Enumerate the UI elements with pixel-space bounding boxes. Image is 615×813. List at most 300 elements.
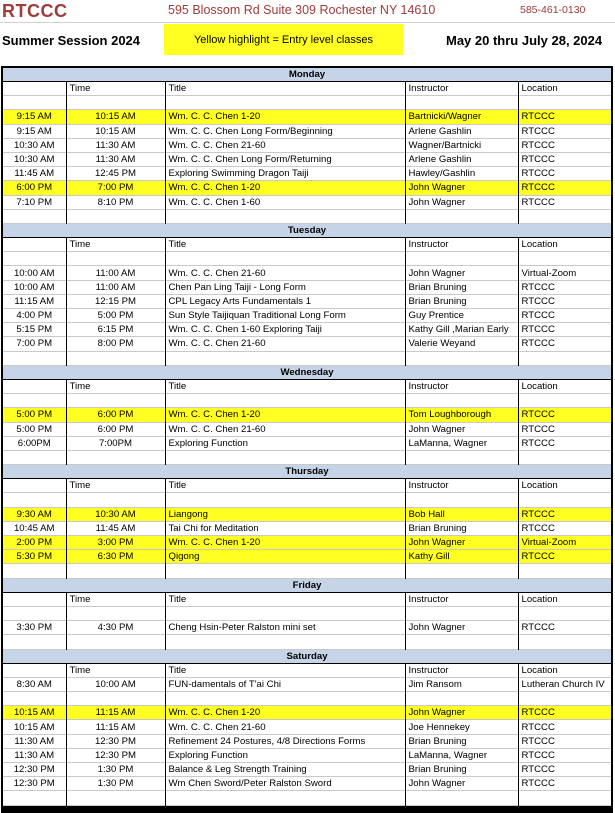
class-row bbox=[2, 152, 612, 166]
class-location: RTCCC bbox=[518, 323, 612, 337]
class-end-time: 11:00 AM bbox=[66, 266, 165, 280]
class-location: RTCCC bbox=[518, 720, 612, 734]
class-row bbox=[2, 720, 612, 734]
class-instructor: Brian Bruning bbox=[405, 294, 518, 308]
blank-cell bbox=[66, 394, 165, 408]
blank-cell bbox=[2, 791, 66, 805]
schedule-body bbox=[2, 67, 612, 813]
class-location: Virtual-Zoom bbox=[518, 266, 612, 280]
blank-cell bbox=[518, 96, 612, 110]
blank-cell bbox=[405, 635, 518, 649]
class-end-time: 12:30 PM bbox=[66, 734, 165, 748]
blank-cell bbox=[518, 791, 612, 805]
class-row bbox=[2, 706, 612, 720]
blank-cell bbox=[405, 564, 518, 578]
column-header-blank bbox=[2, 663, 66, 677]
class-instructor: Arlene Gashlin bbox=[405, 124, 518, 138]
class-end-time: 6:00 PM bbox=[66, 422, 165, 436]
class-start-time: 5:15 PM bbox=[2, 323, 66, 337]
blank-cell bbox=[518, 394, 612, 408]
column-header-blank bbox=[2, 238, 66, 252]
blank-cell bbox=[2, 564, 66, 578]
column-header-title: Title bbox=[165, 663, 405, 677]
class-title: Wm. C. C. Chen 1-20 bbox=[165, 408, 405, 422]
class-instructor: LaManna, Wagner bbox=[405, 748, 518, 762]
class-instructor: Brian Bruning bbox=[405, 763, 518, 777]
class-title: Wm. C. C. Chen 21-60 bbox=[165, 720, 405, 734]
class-title: Wm. C. C. Chen 1-20 bbox=[165, 110, 405, 124]
class-location: RTCCC bbox=[518, 706, 612, 720]
class-title: Wm. C. C. Chen 1-60 bbox=[165, 195, 405, 209]
blank-cell bbox=[405, 209, 518, 223]
class-instructor: Kathy Gill ,Marian Early bbox=[405, 323, 518, 337]
blank-cell bbox=[405, 791, 518, 805]
blank-cell bbox=[66, 564, 165, 578]
class-end-time: 10:30 AM bbox=[66, 507, 165, 521]
class-start-time: 12:30 PM bbox=[2, 763, 66, 777]
class-start-time: 2:00 PM bbox=[2, 536, 66, 550]
class-title: Tai Chi for Meditation bbox=[165, 521, 405, 535]
class-title: Wm. C. C. Chen 1-20 bbox=[165, 181, 405, 195]
class-title: Refinement 24 Postures, 4/8 Directions Forms bbox=[165, 734, 405, 748]
class-instructor: John Wagner bbox=[405, 621, 518, 635]
blank-cell bbox=[2, 252, 66, 266]
class-end-time: 10:00 AM bbox=[66, 677, 165, 691]
column-header-blank bbox=[2, 379, 66, 393]
class-location: Virtual-Zoom bbox=[518, 536, 612, 550]
column-header-instructor: Instructor bbox=[405, 592, 518, 606]
class-start-time: 11:30 AM bbox=[2, 734, 66, 748]
class-end-time: 11:15 AM bbox=[66, 706, 165, 720]
class-start-time: 3:30 PM bbox=[2, 621, 66, 635]
class-instructor: Joe Hennekey bbox=[405, 720, 518, 734]
blank-cell bbox=[66, 791, 165, 805]
day-name: Thursday bbox=[2, 465, 612, 479]
class-end-time: 10:15 AM bbox=[66, 110, 165, 124]
blank-cell bbox=[165, 209, 405, 223]
blank-cell bbox=[165, 351, 405, 365]
day-header-wednesday bbox=[2, 365, 612, 379]
class-title: Qigong bbox=[165, 550, 405, 564]
blank-cell bbox=[165, 96, 405, 110]
class-title: Wm. C. C. Chen 21-60 bbox=[165, 337, 405, 351]
blank-cell bbox=[66, 96, 165, 110]
column-header-time: Time bbox=[66, 592, 165, 606]
class-start-time: 4:00 PM bbox=[2, 309, 66, 323]
class-start-time: 6:00 PM bbox=[2, 181, 66, 195]
class-instructor: Hawley/Gashlin bbox=[405, 167, 518, 181]
blank-cell bbox=[66, 493, 165, 507]
org-address: 595 Blossom Rd Suite 309 Rochester NY 14610 bbox=[168, 3, 436, 17]
column-header-location: Location bbox=[518, 379, 612, 393]
class-title: Sun Style Taijiquan Traditional Long Form bbox=[165, 309, 405, 323]
class-instructor: Arlene Gashlin bbox=[405, 152, 518, 166]
day-header-saturday bbox=[2, 649, 612, 663]
class-row bbox=[2, 777, 612, 791]
class-row bbox=[2, 507, 612, 521]
class-instructor: Valerie Weyand bbox=[405, 337, 518, 351]
blank-cell bbox=[518, 351, 612, 365]
class-row bbox=[2, 748, 612, 762]
class-location: RTCCC bbox=[518, 138, 612, 152]
blank-row bbox=[2, 791, 612, 805]
class-location: RTCCC bbox=[518, 181, 612, 195]
class-instructor: Guy Prentice bbox=[405, 309, 518, 323]
class-location: RTCCC bbox=[518, 422, 612, 436]
class-location: RTCCC bbox=[518, 734, 612, 748]
column-header-row bbox=[2, 238, 612, 252]
class-location: RTCCC bbox=[518, 167, 612, 181]
column-header-row bbox=[2, 663, 612, 677]
class-row bbox=[2, 536, 612, 550]
class-location: RTCCC bbox=[518, 621, 612, 635]
blank-cell bbox=[518, 450, 612, 464]
class-location: RTCCC bbox=[518, 337, 612, 351]
blank-cell bbox=[66, 635, 165, 649]
blank-cell bbox=[66, 351, 165, 365]
blank-row bbox=[2, 493, 612, 507]
class-start-time: 11:30 AM bbox=[2, 748, 66, 762]
class-start-time: 10:15 AM bbox=[2, 706, 66, 720]
class-start-time: 10:30 AM bbox=[2, 138, 66, 152]
class-start-time: 7:10 PM bbox=[2, 195, 66, 209]
class-title: Liangong bbox=[165, 507, 405, 521]
class-row bbox=[2, 195, 612, 209]
column-header-time: Time bbox=[66, 479, 165, 493]
class-instructor: John Wagner bbox=[405, 422, 518, 436]
day-header-tuesday bbox=[2, 223, 612, 237]
blank-cell bbox=[2, 209, 66, 223]
class-end-time: 11:30 AM bbox=[66, 138, 165, 152]
page-header bbox=[0, 0, 615, 58]
class-instructor: John Wagner bbox=[405, 777, 518, 791]
highlight-legend: Yellow highlight = Entry level classes bbox=[164, 24, 403, 55]
blank-cell bbox=[405, 351, 518, 365]
class-title: Wm. C. C. Chen Long Form/Returning bbox=[165, 152, 405, 166]
blank-cell bbox=[2, 606, 66, 620]
class-end-time: 3:00 PM bbox=[66, 536, 165, 550]
blank-cell bbox=[2, 635, 66, 649]
class-row bbox=[2, 138, 612, 152]
class-title: Chen Pan Ling Taiji - Long Form bbox=[165, 280, 405, 294]
schedule-table bbox=[1, 66, 613, 813]
class-start-time: 12:30 PM bbox=[2, 777, 66, 791]
class-end-time: 11:45 AM bbox=[66, 521, 165, 535]
blank-cell bbox=[2, 351, 66, 365]
blank-row bbox=[2, 209, 612, 223]
blank-row bbox=[2, 252, 612, 266]
class-instructor: LaManna, Wagner bbox=[405, 436, 518, 450]
class-location: RTCCC bbox=[518, 280, 612, 294]
day-name: Wednesday bbox=[2, 365, 612, 379]
class-start-time: 10:15 AM bbox=[2, 720, 66, 734]
day-header-monday bbox=[2, 67, 612, 82]
class-start-time: 10:45 AM bbox=[2, 521, 66, 535]
class-title: CPL Legacy Arts Fundamentals 1 bbox=[165, 294, 405, 308]
class-location: RTCCC bbox=[518, 195, 612, 209]
blank-cell bbox=[518, 635, 612, 649]
org-phone: 585-461-0130 bbox=[520, 4, 586, 16]
day-name: Friday bbox=[2, 578, 612, 592]
class-instructor: Jim Ransom bbox=[405, 677, 518, 691]
blank-row bbox=[2, 450, 612, 464]
class-start-time: 9:15 AM bbox=[2, 110, 66, 124]
class-row bbox=[2, 436, 612, 450]
class-title: Balance & Leg Strength Training bbox=[165, 763, 405, 777]
column-header-location: Location bbox=[518, 479, 612, 493]
class-row bbox=[2, 124, 612, 138]
column-header-instructor: Instructor bbox=[405, 238, 518, 252]
day-name: Saturday bbox=[2, 649, 612, 663]
session-title: Summer Session 2024 bbox=[2, 33, 141, 48]
class-location: RTCCC bbox=[518, 748, 612, 762]
column-header-location: Location bbox=[518, 238, 612, 252]
class-row bbox=[2, 181, 612, 195]
class-start-time: 8:30 AM bbox=[2, 677, 66, 691]
class-row bbox=[2, 734, 612, 748]
day-name: Monday bbox=[2, 67, 612, 82]
class-row bbox=[2, 550, 612, 564]
class-start-time: 10:30 AM bbox=[2, 152, 66, 166]
class-location: Lutheran Church IV bbox=[518, 677, 612, 691]
class-start-time bbox=[2, 692, 66, 706]
blank-cell bbox=[165, 450, 405, 464]
class-end-time: 8:00 PM bbox=[66, 337, 165, 351]
column-header-location: Location bbox=[518, 592, 612, 606]
class-start-time: 5:00 PM bbox=[2, 422, 66, 436]
blank-cell bbox=[2, 450, 66, 464]
column-header-title: Title bbox=[165, 238, 405, 252]
blank-cell bbox=[165, 493, 405, 507]
class-end-time: 6:30 PM bbox=[66, 550, 165, 564]
blank-cell bbox=[66, 209, 165, 223]
class-location: RTCCC bbox=[518, 521, 612, 535]
blank-cell bbox=[66, 252, 165, 266]
class-title: Wm. C. C. Chen 1-60 Exploring Taiji bbox=[165, 323, 405, 337]
column-header-title: Title bbox=[165, 379, 405, 393]
column-header-time: Time bbox=[66, 379, 165, 393]
class-end-time: 7:00 PM bbox=[66, 181, 165, 195]
blank-cell bbox=[518, 606, 612, 620]
class-instructor: Brian Bruning bbox=[405, 734, 518, 748]
blank-cell bbox=[518, 564, 612, 578]
header-gridline bbox=[0, 22, 615, 23]
class-row bbox=[2, 110, 612, 124]
blank-cell bbox=[165, 394, 405, 408]
end-bar-cell bbox=[2, 805, 612, 813]
class-start-time: 5:30 PM bbox=[2, 550, 66, 564]
class-instructor: John Wagner bbox=[405, 266, 518, 280]
class-title: Wm. C. C. Chen 21-60 bbox=[165, 266, 405, 280]
class-location: RTCCC bbox=[518, 408, 612, 422]
column-header-blank bbox=[2, 479, 66, 493]
column-header-title: Title bbox=[165, 82, 405, 96]
class-title: Wm Chen Sword/Peter Ralston Sword bbox=[165, 777, 405, 791]
class-start-time: 9:30 AM bbox=[2, 507, 66, 521]
class-row bbox=[2, 408, 612, 422]
blank-cell bbox=[2, 394, 66, 408]
class-end-time bbox=[66, 692, 165, 706]
class-location: RTCCC bbox=[518, 294, 612, 308]
class-end-time: 8:10 PM bbox=[66, 195, 165, 209]
class-instructor: Wagner/Bartnicki bbox=[405, 138, 518, 152]
class-title: Wm. C. C. Chen 1-20 bbox=[165, 706, 405, 720]
column-header-location: Location bbox=[518, 663, 612, 677]
class-title: FUN-damentals of T'ai Chi bbox=[165, 677, 405, 691]
class-location: RTCCC bbox=[518, 507, 612, 521]
class-title: Wm. C. C. Chen 21-60 bbox=[165, 422, 405, 436]
class-instructor: Kathy Gill bbox=[405, 550, 518, 564]
column-header-blank bbox=[2, 82, 66, 96]
class-location: RTCCC bbox=[518, 763, 612, 777]
blank-cell bbox=[66, 450, 165, 464]
blank-cell bbox=[405, 252, 518, 266]
blank-cell bbox=[405, 606, 518, 620]
class-instructor: John Wagner bbox=[405, 181, 518, 195]
class-row bbox=[2, 309, 612, 323]
blank-cell bbox=[2, 493, 66, 507]
class-row bbox=[2, 167, 612, 181]
org-name: RTCCC bbox=[2, 1, 68, 21]
class-location: RTCCC bbox=[518, 436, 612, 450]
column-header-time: Time bbox=[66, 238, 165, 252]
class-location: RTCCC bbox=[518, 777, 612, 791]
class-end-time: 12:30 PM bbox=[66, 748, 165, 762]
blank-cell bbox=[405, 96, 518, 110]
class-title bbox=[165, 692, 405, 706]
class-end-time: 12:15 PM bbox=[66, 294, 165, 308]
class-end-time: 6:15 PM bbox=[66, 323, 165, 337]
class-title: Cheng Hsin-Peter Ralston mini set bbox=[165, 621, 405, 635]
class-instructor: Bob Hall bbox=[405, 507, 518, 521]
class-end-time: 7:00PM bbox=[66, 436, 165, 450]
class-title: Wm. C. C. Chen 1-20 bbox=[165, 536, 405, 550]
class-row bbox=[2, 266, 612, 280]
blank-row bbox=[2, 351, 612, 365]
class-row bbox=[2, 677, 612, 691]
blank-row bbox=[2, 394, 612, 408]
class-location bbox=[518, 692, 612, 706]
class-location: RTCCC bbox=[518, 309, 612, 323]
class-instructor: John Wagner bbox=[405, 195, 518, 209]
column-header-row bbox=[2, 479, 612, 493]
class-location: RTCCC bbox=[518, 110, 612, 124]
column-header-title: Title bbox=[165, 592, 405, 606]
class-instructor: John Wagner bbox=[405, 536, 518, 550]
class-start-time: 5:00 PM bbox=[2, 408, 66, 422]
class-end-time: 1:30 PM bbox=[66, 777, 165, 791]
blank-cell bbox=[518, 209, 612, 223]
class-end-time: 6:00 PM bbox=[66, 408, 165, 422]
column-header-instructor: Instructor bbox=[405, 82, 518, 96]
column-header-time: Time bbox=[66, 663, 165, 677]
blank-cell bbox=[66, 606, 165, 620]
class-row bbox=[2, 763, 612, 777]
blank-cell bbox=[405, 493, 518, 507]
class-row bbox=[2, 621, 612, 635]
blank-cell bbox=[518, 493, 612, 507]
class-row bbox=[2, 337, 612, 351]
column-header-instructor: Instructor bbox=[405, 663, 518, 677]
class-start-time: 10:00 AM bbox=[2, 280, 66, 294]
day-header-friday bbox=[2, 578, 612, 592]
column-header-title: Title bbox=[165, 479, 405, 493]
day-header-thursday bbox=[2, 465, 612, 479]
column-header-row bbox=[2, 82, 612, 96]
class-row bbox=[2, 294, 612, 308]
blank-row bbox=[2, 96, 612, 110]
column-header-blank bbox=[2, 592, 66, 606]
class-end-time: 1:30 PM bbox=[66, 763, 165, 777]
blank-cell bbox=[2, 96, 66, 110]
class-row bbox=[2, 692, 612, 706]
day-name: Tuesday bbox=[2, 223, 612, 237]
column-header-instructor: Instructor bbox=[405, 479, 518, 493]
class-instructor bbox=[405, 692, 518, 706]
class-start-time: 11:15 AM bbox=[2, 294, 66, 308]
class-title: Exploring Swimming Dragon Taiji bbox=[165, 167, 405, 181]
column-header-row bbox=[2, 592, 612, 606]
class-start-time: 7:00 PM bbox=[2, 337, 66, 351]
blank-row bbox=[2, 606, 612, 620]
class-row bbox=[2, 521, 612, 535]
class-instructor: John Wagner bbox=[405, 706, 518, 720]
class-location: RTCCC bbox=[518, 550, 612, 564]
column-header-instructor: Instructor bbox=[405, 379, 518, 393]
blank-row bbox=[2, 564, 612, 578]
class-title: Exploring Function bbox=[165, 436, 405, 450]
blank-cell bbox=[405, 394, 518, 408]
class-title: Wm. C. C. Chen Long Form/Beginning bbox=[165, 124, 405, 138]
class-location: RTCCC bbox=[518, 124, 612, 138]
class-row bbox=[2, 422, 612, 436]
blank-cell bbox=[165, 606, 405, 620]
class-end-time: 5:00 PM bbox=[66, 309, 165, 323]
class-end-time: 11:15 AM bbox=[66, 720, 165, 734]
class-row bbox=[2, 323, 612, 337]
class-instructor: Tom Loughborough bbox=[405, 408, 518, 422]
class-end-time: 10:15 AM bbox=[66, 124, 165, 138]
class-end-time: 4:30 PM bbox=[66, 621, 165, 635]
class-instructor: Brian Bruning bbox=[405, 280, 518, 294]
blank-cell bbox=[165, 635, 405, 649]
column-header-time: Time bbox=[66, 82, 165, 96]
blank-cell bbox=[165, 791, 405, 805]
blank-cell bbox=[518, 252, 612, 266]
column-header-row bbox=[2, 379, 612, 393]
class-instructor: Brian Bruning bbox=[405, 521, 518, 535]
class-end-time: 11:00 AM bbox=[66, 280, 165, 294]
class-instructor: Bartnicki/Wagner bbox=[405, 110, 518, 124]
class-start-time: 10:00 AM bbox=[2, 266, 66, 280]
class-end-time: 12:45 PM bbox=[66, 167, 165, 181]
session-dates: May 20 thru July 28, 2024 bbox=[446, 33, 603, 48]
column-header-location: Location bbox=[518, 82, 612, 96]
class-location: RTCCC bbox=[518, 152, 612, 166]
table-end-bar bbox=[2, 805, 612, 813]
class-end-time: 11:30 AM bbox=[66, 152, 165, 166]
blank-cell bbox=[165, 564, 405, 578]
class-start-time: 11:45 AM bbox=[2, 167, 66, 181]
class-title: Exploring Function bbox=[165, 748, 405, 762]
blank-cell bbox=[165, 252, 405, 266]
class-row bbox=[2, 280, 612, 294]
class-title: Wm. C. C. Chen 21-60 bbox=[165, 138, 405, 152]
blank-cell bbox=[405, 450, 518, 464]
class-start-time: 9:15 AM bbox=[2, 124, 66, 138]
class-start-time: 6:00PM bbox=[2, 436, 66, 450]
blank-row bbox=[2, 635, 612, 649]
